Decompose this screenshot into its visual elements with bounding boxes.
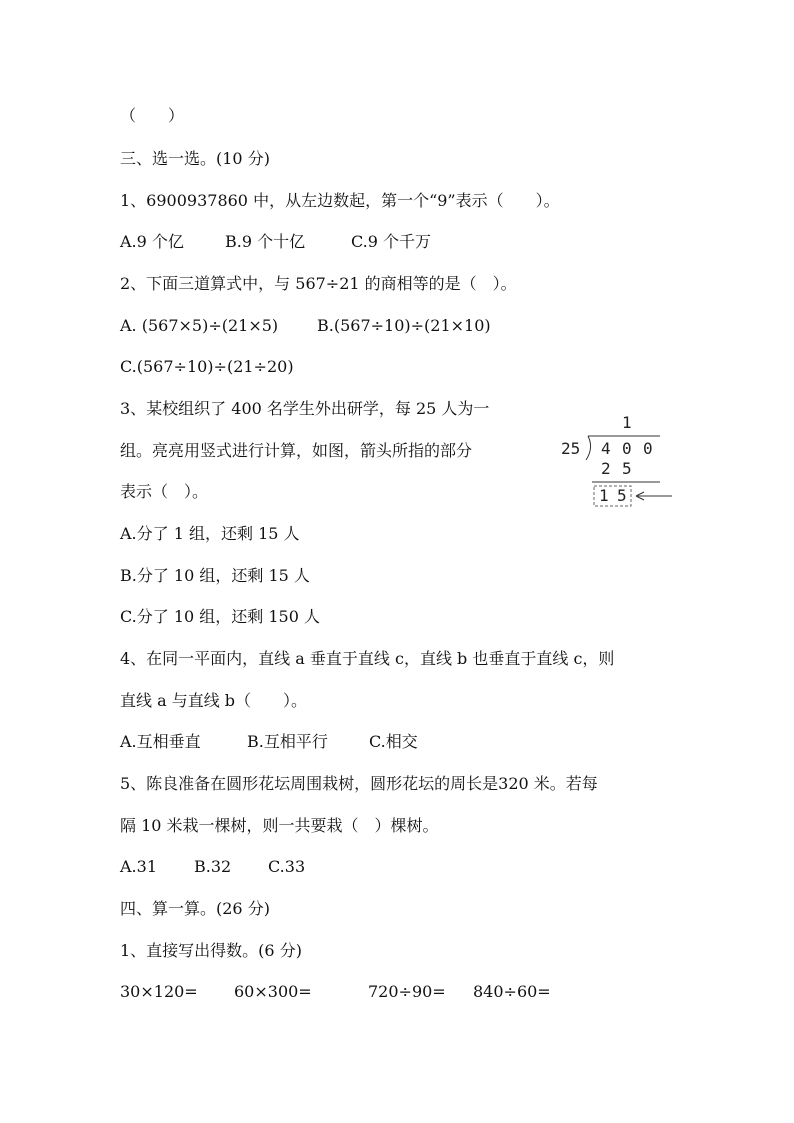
q4-stem-line1: 4、在同一平面内，直线 a 垂直于直线 c，直线 b 也垂直于直线 c，则 [120,649,615,668]
expression: 60×300= [234,982,312,1001]
q1-option-c: C.9 个千万 [351,232,432,251]
expression: 30×120= [120,982,198,1001]
q1-option-b: B.9 个十亿 [225,232,306,251]
q5-option-c: C.33 [268,857,306,876]
dividend-digit: 0 [622,439,632,458]
q5-stem-line1: 5、陈良准备在圆形花坛周围栽树，圆形花坛的周长是320 米。若每 [120,774,598,793]
q5-option-b: B.32 [194,857,232,876]
q2-option-b: B.(567÷10)÷(21×10) [317,316,491,335]
leftover-answer-blank: （ ） [120,106,185,125]
q3-stem-line3: 表示（ ）。 [120,482,209,501]
q2-option-c: C.(567÷10)÷(21÷20) [120,357,294,376]
remainder-digit: 1 [599,486,609,505]
section-3-title: 三、选一选。(10 分) [120,149,270,168]
q1-option-a: A.9 个亿 [120,232,184,251]
q5-option-a: A.31 [120,857,157,876]
q3-stem-line1: 3、某校组织了 400 名学生外出研学，每 25 人为一 [120,399,490,418]
q3-option-b: B.分了 10 组，还剩 15 人 [120,566,310,585]
section-4-title: 四、算一算。(26 分) [120,899,270,918]
division-lines [556,412,676,512]
q4-option-c: C.相交 [369,732,418,751]
q4-option-a: A.互相垂直 [120,732,201,751]
q2-stem: 2、下面三道算式中，与 567÷21 的商相等的是（ ）。 [120,274,517,293]
q4-option-b: B.互相平行 [247,732,328,751]
dividend-digit: 4 [601,439,611,458]
expression: 720÷90= [368,982,446,1001]
q4-stem-line2: 直线 a 与直线 b（ ）。 [120,691,308,710]
q3-option-c: C.分了 10 组，还剩 150 人 [120,607,321,626]
q5-stem-line2: 隔 10 米栽一棵树，则一共要栽（ ）棵树。 [120,816,439,835]
long-division-figure [556,412,676,512]
division-bracket [586,436,591,460]
q1-stem: 1、6900937860 中，从左边数起，第一个“9”表示（ ）。 [120,191,560,210]
q3-option-a: A.分了 1 组，还剩 15 人 [120,524,300,543]
q2-option-a: A. (567×5)÷(21×5) [120,316,279,335]
expression: 840÷60= [473,982,551,1001]
dividend-digit: 0 [643,439,653,458]
remainder-digit: 5 [617,486,627,505]
section-4-q1-title: 1、直接写出得数。(6 分) [120,941,302,960]
product-digit: 2 [601,459,611,478]
q3-stem-line2: 组。亮亮用竖式进行计算，如图，箭头所指的部分 [120,441,473,460]
quotient-digit: 1 [622,413,632,432]
product-digit: 5 [622,459,632,478]
divisor: 25 [561,439,581,458]
